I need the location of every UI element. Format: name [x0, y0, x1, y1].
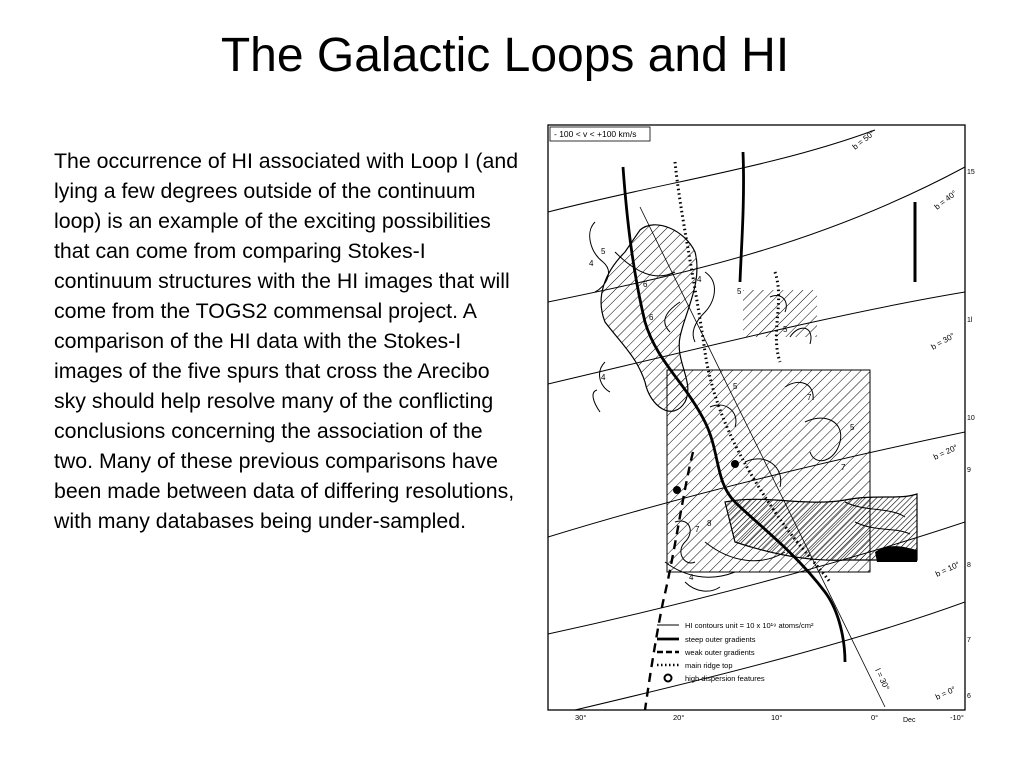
contour-label: 8: [707, 519, 712, 528]
bottom-axis-label: Dec: [903, 717, 916, 722]
hi-map-figure: [545, 122, 975, 722]
contour-label: 6: [643, 280, 648, 289]
contour-label: 7: [695, 525, 700, 534]
slide-title: The Galactic Loops and HI: [220, 29, 790, 82]
lat-label-20: b = 20°: [932, 442, 960, 462]
lat-label-40: b = 40°: [932, 188, 959, 212]
velocity-range-label: - 100 < v < +100 km/s: [554, 129, 637, 139]
contour-label: 5: [733, 382, 738, 391]
contour-label: 4: [589, 259, 594, 268]
longitude-label: l = 30°: [873, 667, 892, 692]
legend-ridge-label: main ridge top: [685, 661, 733, 670]
bottom-axis: [575, 713, 964, 722]
right-tick-2: 10: [967, 415, 975, 422]
right-tick-0: 15: [967, 169, 975, 176]
right-tick-4: 8: [967, 562, 971, 569]
contour-label: 5: [737, 287, 742, 296]
contour-label: 4: [697, 275, 702, 284]
legend-dispersion-label: high dispersion features: [685, 674, 765, 683]
lat-label-0: b = 0°: [934, 684, 958, 702]
legend-weak-label: weak outer gradients: [685, 648, 755, 657]
contour-label: 7: [807, 393, 812, 402]
dispersion-marker-1: [731, 460, 739, 468]
lat-label-50: b = 50°: [850, 128, 877, 152]
contour-label: 4: [689, 573, 694, 582]
lat-label-30: b = 30°: [929, 331, 957, 352]
contour-label: 5: [850, 423, 855, 432]
legend-dispersion-swatch: [665, 675, 672, 682]
right-tick-3: 9: [967, 467, 971, 474]
dispersion-marker-2: [673, 486, 681, 494]
contour-label: 7: [841, 463, 846, 472]
right-tick-1: 1l: [967, 317, 973, 324]
bottom-tick-neg10: -10°: [950, 713, 964, 722]
bottom-tick-10: 10°: [771, 713, 783, 722]
bottom-tick-20: 20°: [673, 713, 685, 722]
legend-steep-label: steep outer gradients: [685, 635, 756, 644]
contour-label: 5: [601, 247, 606, 256]
lat-label-10: b = 10°: [934, 559, 962, 579]
legend-contours-label: HI contours unit = 10 x 10¹⁹ atoms/cm²: [685, 621, 814, 630]
right-tick-5: 7: [967, 637, 971, 644]
right-tick-6: 6: [967, 693, 971, 700]
body-text: The occurrence of HI associated with Loop I (and lying a few degrees outside of the continuum loop) is an example of the exciting possibilities that can come from comparing Stokes-I continuum structures with the HI images that will come from the TOGS2 commensal project. A comparison of the HI data with the Stokes-I images of the five spurs that cross the Arecibo sky should help resolve many of the conflicting conclusions concerning the association of the two. Many of these previous comparisons have been made between data of differing resolutions, with many databases being under-sampled.: [54, 149, 519, 533]
contour-label: 6: [649, 313, 654, 322]
legend: [657, 621, 814, 683]
steep-gradient-2: [740, 152, 744, 282]
bottom-tick-30: 30°: [575, 713, 587, 722]
right-axis: [967, 169, 975, 700]
contour-label: 4: [601, 373, 606, 382]
contour-label: 5: [783, 325, 788, 334]
bottom-tick-0: 0°: [871, 713, 879, 722]
